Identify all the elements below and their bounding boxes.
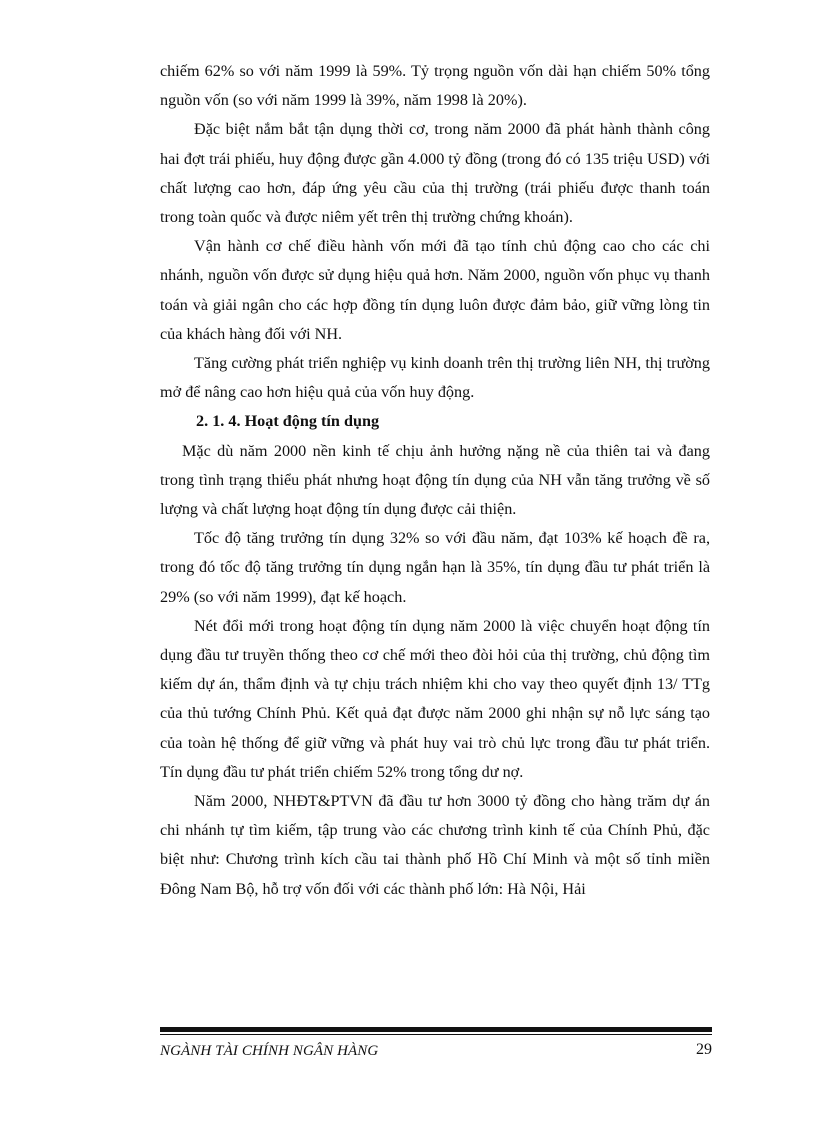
paragraph-credit-growth-rate: Tốc độ tăng trưởng tín dụng 32% so với đầu năm, đạt 103% kế hoạch đề ra, trong đó tốc độ tăng trưởng tín dụng ngắn hạn là 35%, tín dụng đầu tư phát triển là 29% (so với năm 1999), đạt kế hoạch.	[160, 529, 710, 606]
page-body	[160, 57, 710, 904]
footer-rule-thin	[160, 1034, 712, 1035]
paragraph-capital-management: Vận hành cơ chế điều hành vốn mới đã tạo tính chủ động cao cho các chi nhánh, nguồn vốn được sử dụng hiệu quả hơn. Năm 2000, nguồn vốn phục vụ thanh toán và giải ngân cho các hợp đồng tín dụng luôn được đảm bảo, giữ vững lòng tin của khách hàng đối với NH.	[160, 237, 710, 343]
paragraph-bond-issuance: Đặc biệt nắm bắt tận dụng thời cơ, trong năm 2000 đã phát hành thành công hai đợt trái phiếu, huy động được gần 4.000 tỷ đồng (trong đó có 135 triệu USD) với chất lượng cao hơn, đáp ứng yêu cầu của thị trường (trái phiếu được thanh toán trong toàn quốc và được niêm yết trên thị trường chứng khoán).	[160, 120, 710, 227]
paragraph-investment-2000: Năm 2000, NHĐT&PTVN đã đầu tư hơn 3000 tỷ đồng cho hàng trăm dự án chi nhánh tự tìm kiếm, tập trung vào các chương trình kinh tế của Chính Phủ, đặc biệt như: Chương trình kích cầu tai thành phố Hồ Chí Minh và một số tỉnh miền Đông Nam Bộ, hỗ trợ vốn đối với các thành phố lớn: Hà Nội, Hải	[160, 792, 710, 898]
footer-title: NGÀNH TÀI CHÍNH NGÂN HÀNG	[160, 1043, 379, 1059]
paragraph-capital-structure: chiếm 62% so với năm 1999 là 59%. Tỷ trọng nguồn vốn dài hạn chiếm 50% tổng nguồn vốn (so với năm 1999 là 39%, năm 1998 là 20%).	[160, 62, 710, 110]
paragraph-credit-growth-context: Mặc dù năm 2000 nền kinh tế chịu ảnh hưởng nặng nề của thiên tai và đang trong tình trạng thiểu phát nhưng hoạt động tín dụng của NH vẫn tăng trưởng về số lượng và chất lượng hoạt động tín dụng được cải thiện.	[160, 441, 710, 519]
footer-rule	[160, 1027, 712, 1032]
section-heading-credit-activity: 2. 1. 4. Hoạt động tín dụng	[196, 412, 380, 431]
page-number: 29	[696, 1041, 712, 1058]
paragraph-credit-innovation: Nét đổi mới trong hoạt động tín dụng năm 2000 là việc chuyển hoạt động tín dụng đầu tư truyền thống theo cơ chế mới theo đòi hỏi của thị trường, chủ động tìm kiếm dự án, thẩm định và tự chịu trách nhiệm khi cho vay theo quyết định 13/ TTg của thủ tướng Chính Phủ. Kết quả đạt được năm 2000 ghi nhận sự nỗ lực sáng tạo của toàn hệ thống để giữ vững và phát huy vai trò chủ lực trong đầu tư phát triển. Tín dụng đầu tư phát triển chiếm 52% trong tổng dư nợ.	[160, 616, 710, 781]
paragraph-interbank-market: Tăng cường phát triển nghiệp vụ kinh doanh trên thị trường liên NH, thị trường mở để nâng cao hơn hiệu quả của vốn huy động.	[160, 354, 710, 402]
